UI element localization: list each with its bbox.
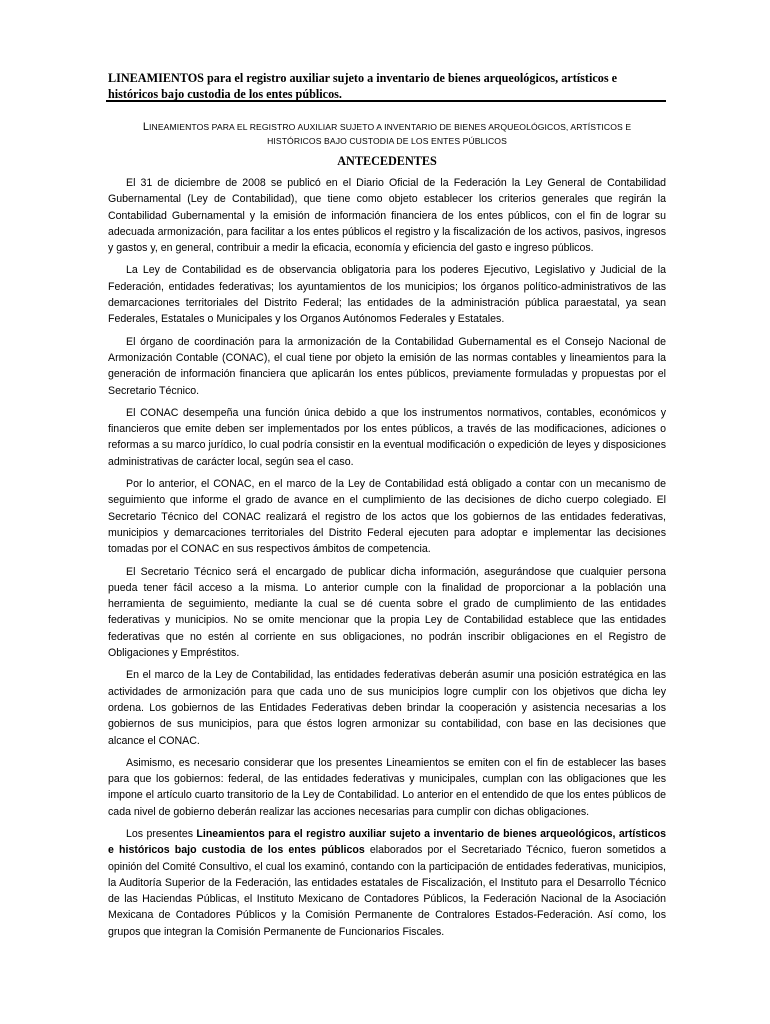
paragraph: La Ley de Contabilidad es de observancia obligatoria para los poderes Ejecutivo, Legislativo y Judicial de la Federación, entidades federativas; los ayuntamientos de los municipios; los órganos político-administrativos de las demarcaciones territoriales del Distrito Federal; las entidades de la administración pública paraestatal, ya sean Federales, Estatales o Municipales y los Organos Autónomos Federales y Estatales. bbox=[108, 264, 666, 326]
section-heading: ANTECEDENTES bbox=[337, 154, 437, 168]
header-rule bbox=[106, 100, 666, 102]
paragraph: Asimismo, es necesario considerar que los presentes Lineamientos se emiten con el fin de establecer las bases para que los gobiernos: federal, de las entidades federativas y municipales, cumplan con las obligaciones que les impone el artículo cuarto transitorio de la Ley de Contabilidad. Lo anterior en el entendido de que los entes públicos de cada nivel de gobierno deberán realizar las acciones necesarias para cumplir con dichas obligaciones. bbox=[108, 756, 666, 818]
paragraph: El órgano de coordinación para la armonización de la Contabilidad Gubernamental es el Consejo Nacional de Armonización Contable (CONAC), el cual tiene por objeto la emisión de las normas contables y lineamientos para la generación de información financiera que aplicarán los entes públicos, previamente formuladas y propuestas por el Secretario Técnico. bbox=[108, 335, 666, 397]
document-body bbox=[108, 175, 666, 946]
paragraph-final bbox=[108, 826, 666, 940]
paragraph: El 31 de diciembre de 2008 se publicó en el Diario Oficial de la Federación la Ley General de Contabilidad Gubernamental (Ley de Contabilidad), que tiene como objeto establecer los criterios generales que regirán la Contabilidad Gubernamental y la emisión de información financiera de los entes públicos, con el fin de lograr su adecuada armonización, para facilitar a los entes públicos el registro y la fiscalización de los activos, pasivos, ingresos y gastos y, en general, contribuir a medir la eficacia, economía y eficiencia del gasto e ingreso públicos. bbox=[108, 177, 666, 255]
title-line-1-text: INEAMIENTOS PARA EL REGISTRO AUXILIAR SUJETO A INVENTARIO DE BIENES ARQUEOLÓGICOS, ARTÍSTICOS E bbox=[149, 122, 632, 132]
running-header-title: LINEAMIENTOS para el registro auxiliar sujeto a inventario de bienes arqueológicos, artísticos e históricos bajo custodia de los entes públicos. bbox=[108, 71, 618, 101]
document-title-line-1 bbox=[108, 120, 666, 134]
final-paragraph-rest: elaborados por el Secretariado Técnico, fueron sometidos a opinión del Comité Consultivo, el cual los examinó, contando con la participación de entidades federativas, municipios, la Auditoría Superior de la Federación, las entidades estatales de Fiscalización, el Instituto para el Desarrollo Técnico de las Haciendas Públicas, el Instituto Mexicano de Contadores Públicos, la Federación Nacional de la Asociación Mexicana de Contadores Públicos y la Comisión Permanente de Contralores Estados-Federación. Así como, los grupos que integran la Comisión Permanente de Funcionarios Fiscales. bbox=[108, 844, 666, 938]
document-title bbox=[108, 120, 666, 148]
paragraph: El CONAC desempeña una función única debido a que los instrumentos normativos, contables, económicos y financieros que emite deben ser implementados por los entes públicos, a través de las modificaciones, adiciones o reformas a su marco jurídico, lo cual podría consistir en la eventual modificación o expedición de leyes y disposiciones administrativas de carácter local, según sea el caso. bbox=[108, 406, 666, 468]
final-paragraph-bold-title: Lineamientos para el registro auxiliar sujeto a inventario de bienes arqueológicos, artísticos e históricos bajo custodia de los entes públicos bbox=[108, 827, 666, 857]
paragraph: Por lo anterior, el CONAC, en el marco de la Ley de Contabilidad está obligado a contar con un mecanismo de seguimiento que informe el grado de avance en el cumplimiento de las decisiones de dicho cuerpo colegiado. El Secretario Técnico del CONAC realizará el registro de los actos que los gobiernos de las entidades federativas, municipios y demarcaciones territoriales del Distrito Federal ejecuten para adoptar e implementar las decisiones tomadas por el CONAC en sus respectivos ámbitos de competencia. bbox=[108, 478, 666, 556]
final-paragraph-lead: Los presentes bbox=[126, 827, 197, 840]
document-title-line-2: HISTÓRICOS BAJO CUSTODIA DE LOS ENTES PÚBLICOS bbox=[267, 136, 507, 146]
paragraph: El Secretario Técnico será el encargado de publicar dicha información, asegurándose que cualquier persona pueda tener fácil acceso a la misma. Lo anterior cumple con la finalidad de proporcionar a la población una herramienta de seguimiento, mediante la cual se dé cuenta sobre el grado de cumplimiento de las entidades federativas y municipios. No se omite mencionar que la propia Ley de Contabilidad establece que las entidades federativas que no estén al corriente en sus obligaciones, no podrán inscribir obligaciones en el Registro de Obligaciones y Empréstitos. bbox=[108, 565, 666, 660]
paragraph: En el marco de la Ley de Contabilidad, las entidades federativas deberán asumir una posición estratégica en las actividades de armonización para que cada uno de sus municipios logre cumplir con los objetivos que dicha ley ordena. Los gobiernos de las Entidades Federativas deben brindar la cooperación y asistencia necesarias a los gobiernos de sus municipios, para que éstos logren armonizar su contabilidad, con base en las decisiones que alcance el CONAC. bbox=[108, 669, 666, 747]
title-initial-letter: L bbox=[142, 121, 150, 133]
